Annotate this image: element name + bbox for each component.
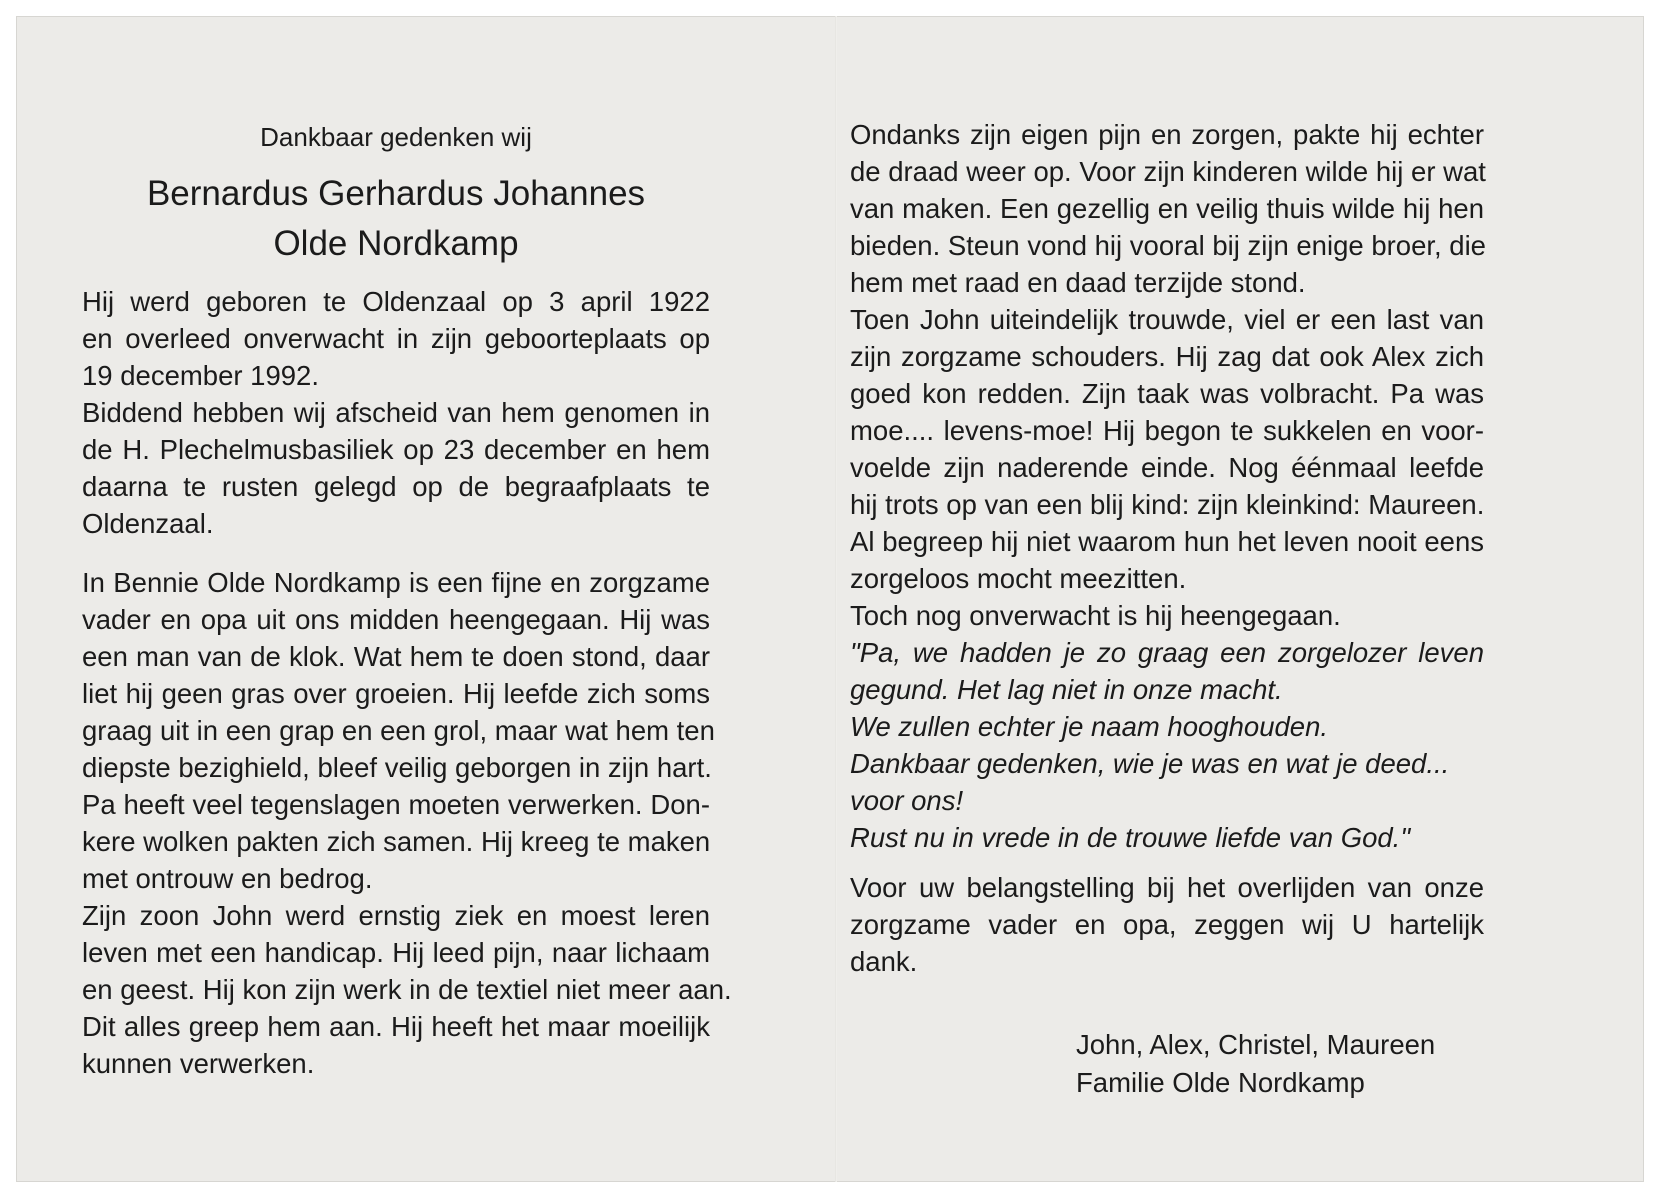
text-line: kere wolken pakten zich samen. Hij kreeg te maken xyxy=(82,826,711,857)
text-line: en overleed onverwacht in zijn geboorteplaats op xyxy=(82,323,710,354)
signature-names: John, Alex, Christel, Maureen xyxy=(1076,1029,1436,1060)
text-line: Biddend hebben wij afscheid van hem genomen in xyxy=(82,397,710,428)
quote-line: Dankbaar gedenken, wie je was en wat je deed... xyxy=(850,748,1450,779)
text-line: Oldenzaal. xyxy=(82,508,214,539)
quote-line: Rust nu in vrede in de trouwe liefde van God." xyxy=(850,822,1411,853)
text-line: Voor uw belangstelling bij het overlijden van onze xyxy=(850,872,1484,903)
quote-line: gegund. Het lag niet in onze macht. xyxy=(850,674,1283,705)
thanks-paragraph xyxy=(850,869,1484,980)
text-line: zorgeloos mocht meezitten. xyxy=(850,563,1187,594)
text-line: liet hij geen gras over groeien. Hij leefde zich soms xyxy=(82,678,710,709)
text-line: van maken. Een gezellig en veilig thuis wilde hij hen xyxy=(850,193,1484,224)
text-line: en geest. Hij kon zijn werk in de textiel niet meer aan. xyxy=(82,974,732,1005)
text-line: hij trots op van een blij kind: zijn kleinkind: Maureen. xyxy=(850,489,1485,520)
text-line: graag uit in een grap en een grol, maar wat hem ten xyxy=(82,715,715,746)
text-line: Dit alles greep hem aan. Hij heeft het maar moeilijk xyxy=(82,1011,710,1042)
text-line: moe.... levens-moe! Hij begon te sukkelen en voor- xyxy=(850,415,1484,446)
text-line: Al begreep hij niet waarom hun het leven nooit eens xyxy=(850,526,1484,557)
text-line: met ontrouw en bedrog. xyxy=(82,863,373,894)
card-fold xyxy=(835,16,837,1182)
text-line: hem met raad en daad terzijde stond. xyxy=(850,267,1306,298)
text-line: dank. xyxy=(850,946,918,977)
text-line: In Bennie Olde Nordkamp is een fijne en zorgzame xyxy=(82,567,710,598)
family-signatures xyxy=(1076,1026,1435,1102)
quote-line: voor ons! xyxy=(850,785,964,816)
text-line: voelde zijn naderende einde. Nog éénmaal leefde xyxy=(850,452,1484,483)
signature-family: Familie Olde Nordkamp xyxy=(1076,1067,1365,1098)
text-line: daarna te rusten gelegd op de begraafplaats te xyxy=(82,471,710,502)
quote-line: "Pa, we hadden je zo graag een zorgelozer leven xyxy=(850,637,1484,668)
text-line: Toen John uiteindelijk trouwde, viel er een last van xyxy=(850,304,1484,335)
deceased-name-line2: Olde Nordkamp xyxy=(273,224,519,263)
life-story-paragraph xyxy=(82,564,732,1082)
text-line: goed kon redden. Zijn taak was volbracht. Pa was xyxy=(850,378,1484,409)
text-line: vader en opa uit ons midden heengegaan. Hij was xyxy=(82,604,710,635)
text-line: de H. Plechelmusbasiliek op 23 december en hem xyxy=(82,434,710,465)
text-line: leven met een handicap. Hij leed pijn, naar lichaam xyxy=(82,937,710,968)
intro-text: Dankbaar gedenken wij xyxy=(260,122,532,152)
text-line: diepste bezighield, bleef veilig geborgen in zijn hart. xyxy=(82,752,712,783)
text-line: zijn zorgzame schouders. Hij zag dat ook Alex zich xyxy=(850,341,1484,372)
deceased-name-line1: Bernardus Gerhardus Johannes xyxy=(146,174,646,213)
text-line: kunnen verwerken. xyxy=(82,1048,315,1079)
quote-line: We zullen echter je naam hooghouden. xyxy=(850,711,1329,742)
text-line: Zijn zoon John werd ernstig ziek en moest leren xyxy=(82,900,710,931)
memorial-paragraph xyxy=(850,116,1484,856)
text-line: een man van de klok. Wat hem te doen stond, daar xyxy=(82,641,710,672)
text-line: de draad weer op. Voor zijn kinderen wilde hij er wat xyxy=(850,156,1486,187)
text-line: Pa heeft veel tegenslagen moeten verwerken. Don- xyxy=(82,789,710,820)
text-line: zorgzame vader en opa, zeggen wij U hartelijk xyxy=(850,909,1484,940)
text-line: bieden. Steun vond hij vooral bij zijn enige broer, die xyxy=(850,230,1486,261)
birth-death-paragraph xyxy=(82,283,710,542)
text-line: Hij werd geboren te Oldenzaal op 3 april 1922 xyxy=(82,286,710,317)
text-line: Ondanks zijn eigen pijn en zorgen, pakte hij echter xyxy=(850,119,1484,150)
text-line: Toch nog onverwacht is hij heengegaan. xyxy=(850,600,1341,631)
text-line: 19 december 1992. xyxy=(82,360,319,391)
memorial-card xyxy=(16,16,1644,1182)
